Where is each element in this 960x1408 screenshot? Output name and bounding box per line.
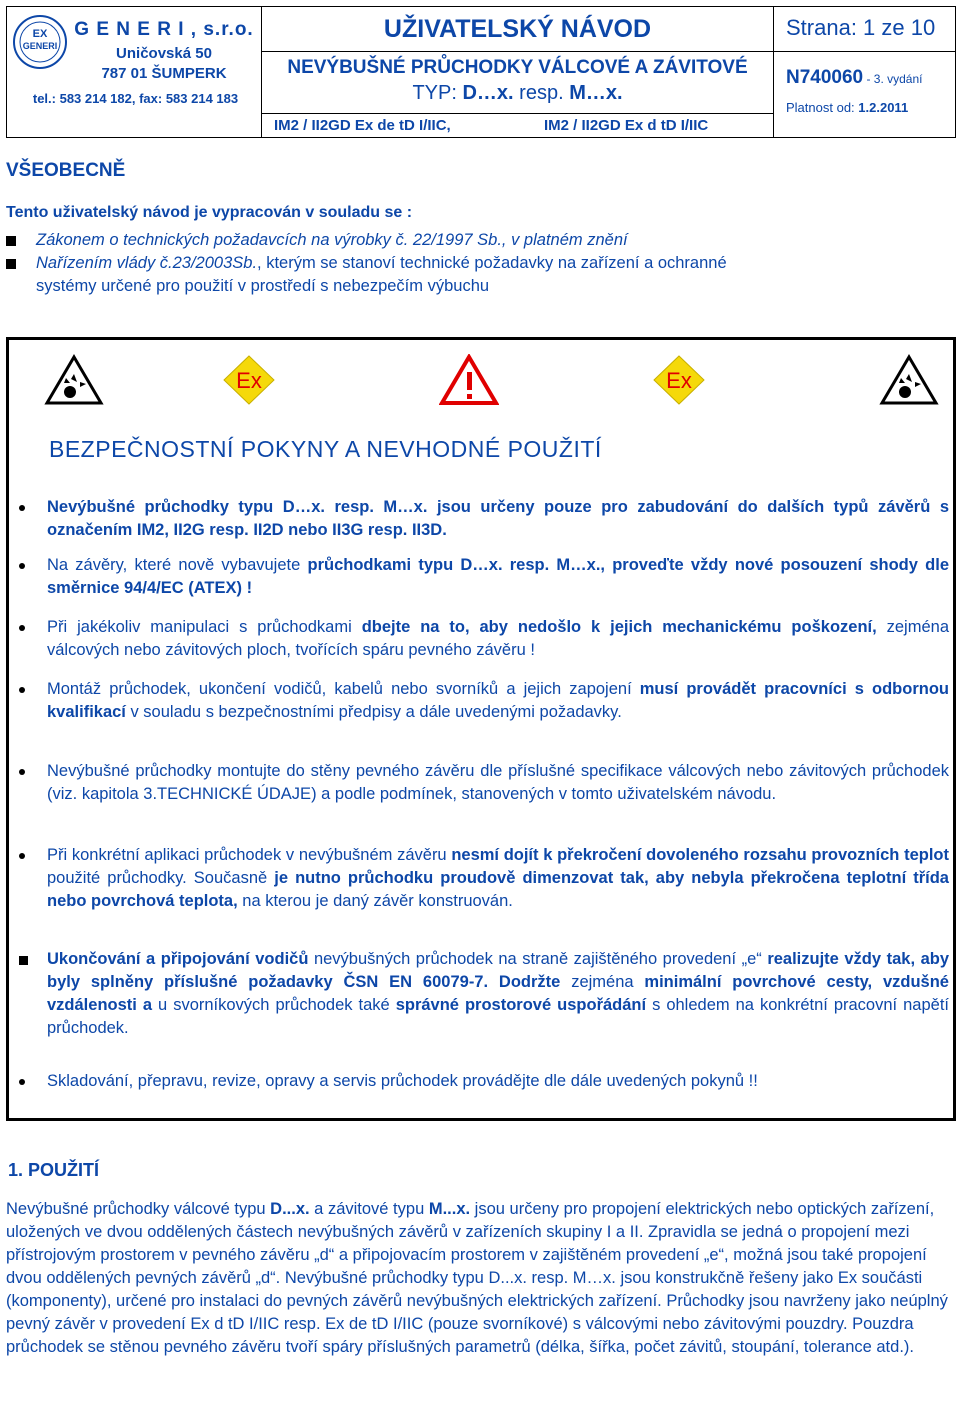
bullet-icon xyxy=(19,505,25,511)
safety-list xyxy=(19,678,949,724)
safety-list xyxy=(19,496,949,542)
usage-paragraph: Nevýbušné průchodky válcové typu D...x. a závitové typu M...x. jsou určeny pro propojení elektrických nebo optických zařízení, uložených ve dvou oddělených částech nevýbušných závěrů v zařízeních skupiny I a II. Zpravidla se jedná o propojení mezi přístrojovým prostorem v pevného závěru „d“ a připojovacím prostorem v zajištěném provedení „e“, možná jsou také propojení dvou oddělených pevných závěrů „d“. Nevýbušné průchodky typu D...x. resp. M…x. jsou konstrukčně řešeny jako Ex součásti (komponenty), určené pro instalaci do pevných závěrů nevýbušných elektrických zařízení. Průchodky jsou navrženy jako neúplný pevný závěr v provedení Ex d tD I/IIC resp. Ex de tD I/IIC (pouze svorníkové) s válcovými nebo závitovými pouzdry. Pouzdra průchodek se stěnou pevného závěru tvoří spáry příslušných parametrů (délka, šířka, počet závitů, stoupání, tolerance atd.). xyxy=(6,1200,948,1356)
document-title: UŽIVATELSKÝ NÁVOD xyxy=(383,15,652,43)
list-item: Nařízením vlády č.23/2003Sb., kterým se stanoví technické požadavky na zařízení a ochranné xyxy=(6,252,960,275)
page-number: Strana: 1 ze 10 xyxy=(786,15,936,40)
product-name: NEVÝBUŠNÉ PRŮCHODKY VÁLCOVÉ A ZÁVITOVÉ xyxy=(287,57,748,78)
list-item: Ukončování a připojování vodičů nevýbušných průchodek na straně zajištěného provedení „e“ realizujte vždy tak, aby byly splněny příslušné požadavky ČSN EN 60079-7. Dodržte zejména minimální povrchové cesty, vzdušné vzdálenosti a u svorníkových průchodek také správné prostorové uspořádání s ohledem na konkrétní pracovní napětí průchodek. xyxy=(19,948,949,1040)
safety-list xyxy=(19,760,949,806)
ex-marking-right: IM2 / II2GD Ex d tD I/IIC xyxy=(544,117,709,134)
safety-list xyxy=(19,948,949,1040)
company-city: 787 01 ŠUMPERK xyxy=(101,65,227,82)
list-item: Nevýbušné průchodky montujte do stěny pevného závěru dle příslušné specifikace válcových nebo závitových průchodek (viz. kapitola 3.TECHNICKÉ ÚDAJE) a podle podmínek, stanovených v tomto uživatelském návodu. xyxy=(19,760,949,806)
svg-text:Ex: Ex xyxy=(236,368,262,393)
list-item-continuation: systémy určené pro použití v prostředí s nebezpečím výbuchu xyxy=(36,277,490,295)
safety-list xyxy=(19,554,949,600)
product-type: TYP: D…x. resp. M…x. xyxy=(412,82,623,104)
svg-text:GENERI: GENERI xyxy=(22,41,58,51)
document-number: N740060 - 3. vydání xyxy=(786,67,923,88)
safety-list xyxy=(19,844,949,913)
list-item: Skladování, přepravu, revize, opravy a servis průchodek provádějte dle dále uvedených pokynů !! xyxy=(19,1070,949,1093)
square-bullet-icon xyxy=(6,259,16,269)
section-heading-general: VŠEOBECNĚ xyxy=(6,160,126,181)
explosion-warning-icon xyxy=(879,354,939,406)
list-item: Zákonem o technických požadavcích na výrobky č. 22/1997 Sb., v platném znění xyxy=(6,229,960,252)
document-header xyxy=(6,6,956,138)
company-street: Uničovská 50 xyxy=(116,45,212,62)
ex-marking-left: IM2 / II2GD Ex de tD I/IIC, xyxy=(274,117,451,134)
bullet-icon xyxy=(19,563,25,569)
bullet-icon xyxy=(19,687,25,693)
title-cell xyxy=(262,7,774,137)
safety-title: BEZPEČNOSTNÍ POKYNY A NEVHODNÉ POUŽITÍ xyxy=(49,436,602,462)
law-list xyxy=(6,229,960,298)
explosion-warning-icon xyxy=(44,354,104,406)
doc-info-cell xyxy=(774,7,955,137)
list-item: Při jakékoliv manipulaci s průchodkami dbejte na to, aby nedošlo k jejich mechanickému poškození, zejména válcových nebo závitových ploch, tvořících spáru pevného závěru ! xyxy=(19,616,949,662)
svg-text:EX: EX xyxy=(32,28,48,40)
company-name: G E N E R I , s.r.o. xyxy=(74,19,254,40)
validity: Platnost od: 1.2.2011 xyxy=(786,100,909,115)
list-item: Montáž průchodek, ukončení vodičů, kabelů nebo svorníků a jejich zapojení musí provádět pracovníci s odbornou kvalifikací v souladu s bezpečnostními předpisy a dále uvedenými požadavky. xyxy=(19,678,949,724)
company-phone: tel.: 583 214 182, fax: 583 214 183 xyxy=(32,91,239,106)
list-item: Nevýbušné průchodky typu D…x. resp. M…x. jsou určeny pouze pro zabudování do dalších typů závěrů s označením IM2, II2G resp. II2D nebo II3G resp. II3D. xyxy=(19,496,949,542)
bullet-icon xyxy=(19,625,25,631)
section-heading-usage: 1. POUŽITÍ xyxy=(8,1160,100,1180)
intro-text: Tento uživatelský návod je vypracován v souladu se : xyxy=(6,204,413,221)
svg-text:Ex: Ex xyxy=(666,368,692,393)
square-bullet-icon xyxy=(6,236,16,246)
bullet-icon xyxy=(19,853,25,859)
ex-icon xyxy=(219,354,279,406)
exclamation-warning-icon xyxy=(439,354,499,406)
company-cell xyxy=(7,7,262,137)
ex-icon xyxy=(649,354,709,406)
safety-instructions-box xyxy=(6,337,956,1121)
square-bullet-icon xyxy=(19,956,28,965)
bullet-icon xyxy=(19,1079,25,1085)
safety-list xyxy=(19,1070,949,1093)
list-item: Na závěry, které nově vybavujete průchodkami typu D…x. resp. M…x., proveďte vždy nové posouzení shody dle směrnice 94/4/EC (ATEX) ! xyxy=(19,554,949,600)
safety-list xyxy=(19,616,949,662)
company-logo xyxy=(11,13,69,71)
list-item: Při konkrétní aplikaci průchodek v nevýbušném závěru nesmí dojít k překročení dovoleného rozsahu provozních teplot použité průchodky. Současně je nutno průchodku proudově dimenzovat tak, aby nebyla překročena teplotní třída nebo povrchová teplota, na kterou je daný závěr konstruován. xyxy=(19,844,949,913)
bullet-icon xyxy=(19,769,25,775)
